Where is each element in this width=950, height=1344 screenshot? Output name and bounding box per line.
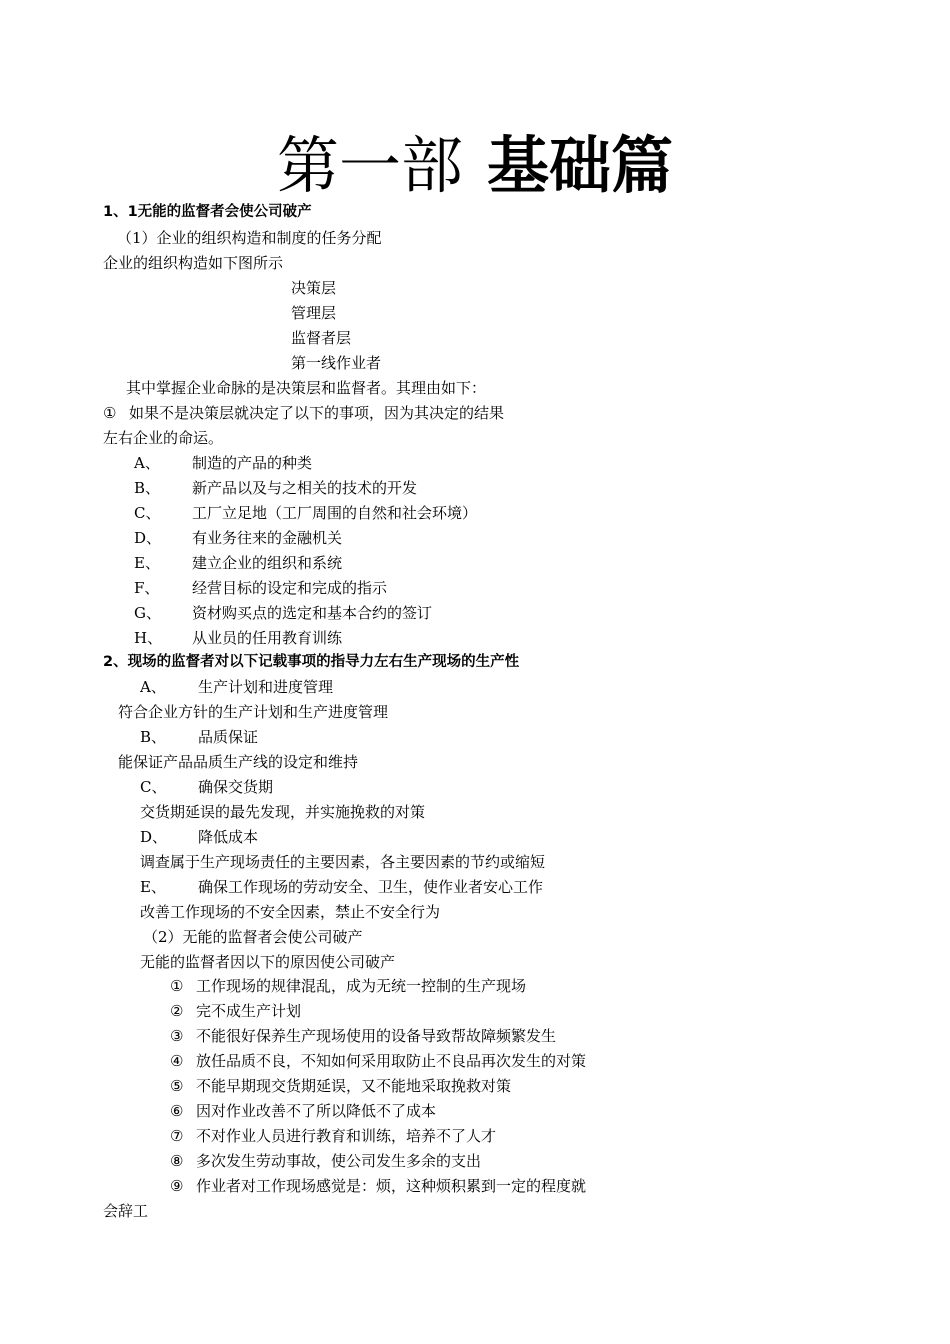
paragraph: 其中掌握企业命脉的是决策层和监督者。其理由如下： [126, 379, 487, 397]
reason-item: ③ 不能很好保养生产现场使用的设备导致帮故障频繁发生 [170, 1027, 557, 1045]
org-level: 管理层 [291, 304, 337, 322]
sec2-item-d: D、 降低成本 [140, 828, 259, 846]
sec2-item-c-desc: 交货期延误的最先发现，并实施挽救的对策 [140, 803, 426, 821]
sec2-item-b: B、 品质保证 [140, 728, 259, 746]
sec2-item-d-desc: 调查属于生产现场责任的主要因素，各主要因素的节约或缩短 [140, 853, 546, 871]
section-heading-2: 2、现场的监督者对以下记载事项的指导力左右生产现场的生产性 [103, 654, 520, 670]
list-item: G、 资材购买点的选定和基本合约的签订 [134, 604, 433, 622]
point-text: 如果不是决策层就决定了以下的事项，因为其决定的结果 [129, 404, 505, 422]
sec2-item-e: E、 确保工作现场的劳动安全、卫生，使作业者安心工作 [140, 878, 544, 896]
page-title [0, 128, 950, 204]
structure-intro: 企业的组织构造如下图所示 [103, 254, 284, 272]
title-name: 基础篇 [487, 129, 674, 202]
sec2-item-c: C、 确保交货期 [140, 778, 274, 796]
sec2-item-a-desc: 符合企业方针的生产计划和生产进度管理 [118, 703, 389, 721]
reason-item: ⑧ 多次发生劳动事故，使公司发生多余的支出 [170, 1152, 482, 1170]
reason-item: ⑨ 作业者对工作现场感觉是：烦，这种烦积累到一定的程度就 [170, 1177, 587, 1195]
org-level: 第一线作业者 [291, 354, 382, 372]
reasons-intro: 无能的监督者因以下的原因使公司破产 [140, 953, 396, 971]
reason-item: ② 完不成生产计划 [170, 1002, 302, 1020]
list-item: D、 有业务往来的金融机关 [134, 529, 343, 547]
reason-item: ⑤ 不能早期现交货期延误，又不能地采取挽救对策 [170, 1077, 512, 1095]
reason-item: ⑦ 不对作业人员进行教育和训练，培养不了人才 [170, 1127, 497, 1145]
sec2-item-b-desc: 能保证产品品质生产线的设定和维持 [118, 753, 359, 771]
reason-item: ① 工作现场的规律混乱，成为无统一控制的生产现场 [170, 977, 527, 995]
reason-item: ④ 放任品质不良，不知如何采用取防止不良品再次发生的对策 [170, 1052, 587, 1070]
sec2-item-a: A、 生产计划和进度管理 [140, 678, 334, 696]
list-item: H、 从业员的任用教育训练 [134, 629, 343, 647]
title-part: 第一部 [276, 129, 463, 202]
list-item: E、 建立企业的组织和系统 [134, 554, 343, 572]
section-heading-1-1: 1、1无能的监督者会使公司破产 [103, 204, 312, 220]
reason-item: ⑥ 因对作业改善不了所以降低不了成本 [170, 1102, 437, 1120]
point-1 [103, 403, 504, 423]
reason-item-continued: 会辞工 [103, 1202, 149, 1220]
org-level: 决策层 [291, 279, 337, 297]
subheading-1: （1）企业的组织构造和制度的任务分配 [117, 229, 382, 247]
point-1-continued: 左右企业的命运。 [103, 429, 224, 447]
list-item: C、 工厂立足地（工厂周围的自然和社会环境） [134, 504, 478, 522]
org-level: 监督者层 [291, 329, 352, 347]
list-item: B、 新产品以及与之相关的技术的开发 [134, 479, 418, 497]
point-marker: ① [103, 404, 117, 422]
sec2-item-e-desc: 改善工作现场的不安全因素，禁止不安全行为 [140, 903, 441, 921]
list-item: A、 制造的产品的种类 [134, 454, 313, 472]
subheading-2: （2）无能的监督者会使公司破产 [143, 928, 363, 946]
list-item: F、 经营目标的设定和完成的指示 [134, 579, 388, 597]
